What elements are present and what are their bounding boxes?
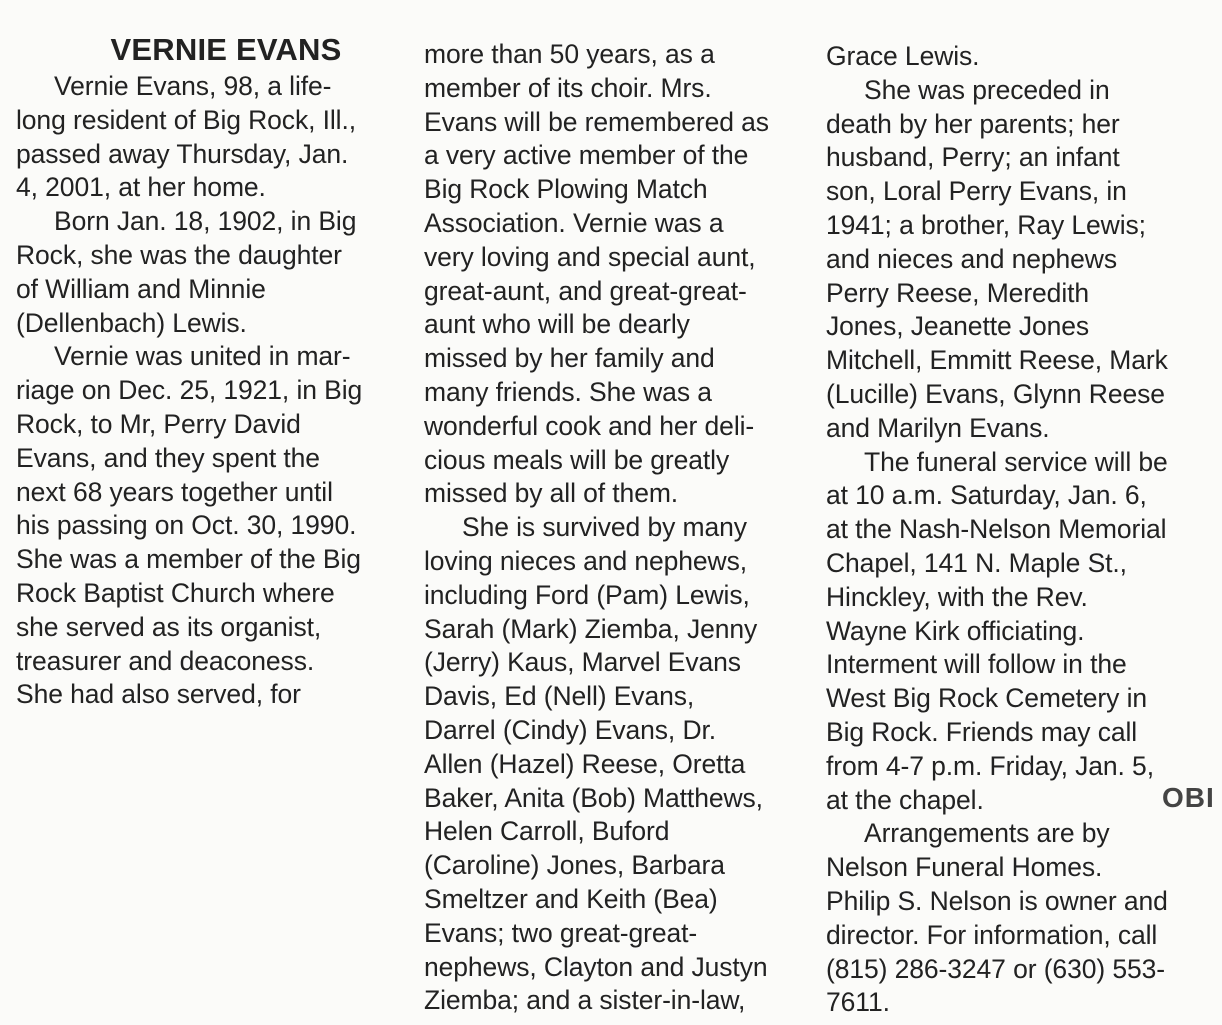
text-line: Big Rock. Friends may call: [826, 716, 1138, 747]
text-line: Philip S. Nelson is owner and: [826, 885, 1168, 916]
text-line: Chapel, 141 N. Maple St.,: [826, 547, 1127, 578]
text-line: Allen (Hazel) Reese, Oretta: [424, 748, 746, 779]
column-2-body: [424, 38, 804, 1018]
text-line: loving nieces and nephews,: [424, 545, 747, 576]
column-3-body: [826, 40, 1206, 1020]
text-line: very loving and special aunt,: [424, 241, 756, 272]
text-line: Vernie Evans, 98, a life-: [54, 71, 332, 101]
text-line: Born Jan. 18, 1902, in Big: [54, 206, 357, 237]
column-1-body: [16, 70, 396, 712]
text-line: Mitchell, Emmitt Reese, Mark: [826, 345, 1168, 376]
text-line: from 4-7 p.m. Friday, Jan. 5,: [826, 750, 1154, 781]
text-line: Rock, to Mr, Perry David: [16, 408, 301, 439]
text-line: at the Nash-Nelson Memorial: [826, 514, 1167, 545]
column-1: [16, 30, 396, 712]
text-line: Darrel (Cindy) Evans, Dr.: [424, 714, 717, 745]
text-line: She is survived by many: [462, 512, 747, 543]
text-line: and nieces and nephews: [826, 243, 1117, 274]
text-line: Ziemba; and a sister-in-law,: [424, 985, 746, 1016]
text-line: (Dellenbach) Lewis.: [16, 307, 247, 338]
text-line: great-aunt, and great-great-: [424, 275, 747, 306]
text-line: She had also served, for: [16, 679, 301, 710]
text-line: member of its choir. Mrs.: [424, 72, 712, 103]
text-line: Baker, Anita (Bob) Matthews,: [424, 782, 763, 813]
text-line: long resident of Big Rock, Ill.,: [16, 104, 356, 135]
text-line: Helen Carroll, Buford: [424, 816, 670, 847]
text-line: (Jerry) Kaus, Marvel Evans: [424, 647, 741, 678]
text-line: at 10 a.m. Saturday, Jan. 6,: [826, 480, 1147, 511]
text-line: husband, Perry; an infant: [826, 142, 1120, 173]
text-line: missed by all of them.: [424, 478, 679, 509]
text-line: Davis, Ed (Nell) Evans,: [424, 681, 695, 712]
text-line: Association. Vernie was a: [424, 207, 724, 238]
text-line: nephews, Clayton and Justyn: [424, 951, 768, 982]
text-line: Perry Reese, Meredith: [826, 277, 1090, 308]
text-line: more than 50 years, as a: [424, 39, 715, 69]
text-line: West Big Rock Cemetery in: [826, 683, 1147, 714]
text-line: 1941; a brother, Ray Lewis;: [826, 209, 1146, 240]
text-line: She was preceded in: [864, 74, 1110, 105]
text-line: Rock Baptist Church where: [16, 577, 335, 608]
text-line: passed away Thursday, Jan.: [16, 138, 349, 169]
text-line: She was a member of the Big: [16, 544, 361, 575]
text-line: Big Rock Plowing Match: [424, 174, 708, 205]
text-line: (815) 286-3247 or (630) 553-: [826, 953, 1165, 984]
text-line: riage on Dec. 25, 1921, in Big: [16, 375, 363, 406]
text-line: many friends. She was a: [424, 376, 712, 407]
text-line: Hinckley, with the Rev.: [826, 581, 1088, 612]
text-line: (Lucille) Evans, Glynn Reese: [826, 378, 1165, 409]
obituary-stamp: OBI: [1162, 782, 1215, 813]
text-line: Smeltzer and Keith (Bea): [424, 883, 718, 914]
text-line: Evans will be remembered as: [424, 106, 769, 137]
text-line: Arrangements are by: [864, 818, 1110, 849]
text-line: and Marilyn Evans.: [826, 412, 1050, 443]
text-line: of William and Minnie: [16, 273, 266, 304]
text-line: director. For information, call: [826, 919, 1158, 950]
text-line: (Caroline) Jones, Barbara: [424, 850, 725, 881]
obituary-title: VERNIE EVANS: [110, 32, 342, 67]
column-2: [424, 38, 804, 1018]
text-line: death by her parents; her: [826, 108, 1120, 139]
text-line: treasurer and deaconess.: [16, 645, 315, 676]
text-line: Evans, and they spent the: [16, 442, 320, 473]
text-line: cious meals will be greatly: [424, 444, 730, 475]
text-line: Wayne Kirk officiating.: [826, 615, 1085, 646]
text-line: son, Loral Perry Evans, in: [826, 176, 1127, 207]
text-line: Jones, Jeanette Jones: [826, 311, 1090, 342]
text-line: Interment will follow in the: [826, 649, 1127, 680]
text-line: next 68 years together until: [16, 476, 333, 507]
text-line: Grace Lewis.: [826, 41, 980, 71]
text-line: including Ford (Pam) Lewis,: [424, 579, 750, 610]
column-3: [826, 40, 1206, 1020]
text-line: wonderful cook and her deli-: [424, 410, 755, 441]
text-line: Rock, she was the daughter: [16, 239, 342, 270]
text-line: a very active member of the: [424, 140, 749, 171]
text-line: aunt who will be dearly: [424, 309, 690, 340]
text-line: Vernie was united in mar-: [54, 341, 351, 372]
text-line: Evans; two great-great-: [424, 917, 698, 948]
text-line: his passing on Oct. 30, 1990.: [16, 510, 357, 541]
text-line: 7611.: [826, 987, 890, 1018]
text-line: missed by her family and: [424, 343, 715, 374]
text-line: she served as its organist,: [16, 611, 322, 642]
text-line: at the chapel.: [826, 784, 984, 815]
text-line: The funeral service will be: [864, 446, 1168, 477]
text-line: Nelson Funeral Homes.: [826, 852, 1103, 883]
text-line: 4, 2001, at her home.: [16, 172, 266, 203]
text-line: Sarah (Mark) Ziemba, Jenny: [424, 613, 758, 644]
